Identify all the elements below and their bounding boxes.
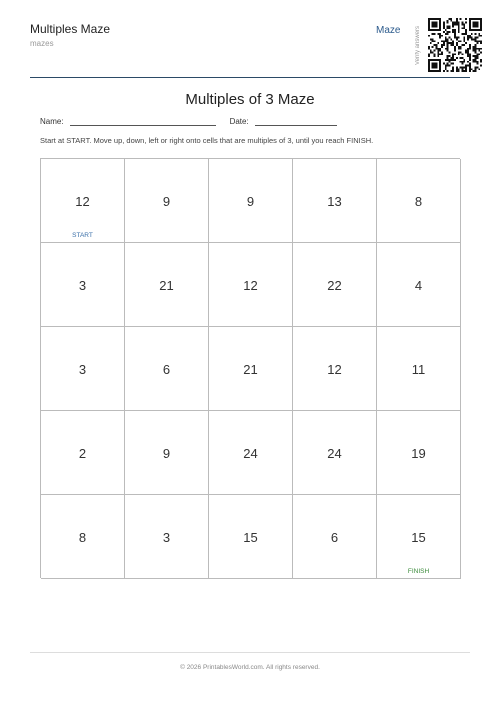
maze-cell[interactable] xyxy=(209,411,293,495)
maze-cell[interactable] xyxy=(125,243,209,327)
maze-cell-number: 8 xyxy=(414,194,423,209)
verify-answers-label: Verify answers xyxy=(415,25,421,65)
maze-grid xyxy=(40,158,460,578)
maze-cell-number: 9 xyxy=(162,446,171,461)
maze-cell-number: 21 xyxy=(159,278,174,293)
maze-cell[interactable] xyxy=(293,243,377,327)
name-date-row xyxy=(40,116,337,126)
maze-cell-number: 6 xyxy=(330,530,339,545)
footer-copyright: © 2026 PrintablesWorld.com. All rights reserved. xyxy=(180,664,320,671)
maze-cell-number: 3 xyxy=(78,362,87,377)
page-header xyxy=(30,0,470,78)
maze-cell-number: 22 xyxy=(327,278,342,293)
maze-cell[interactable] xyxy=(209,159,293,243)
maze-cell-number: 12 xyxy=(327,362,342,377)
maze-cell-number: 3 xyxy=(162,530,171,545)
worksheet-title: Multiples of 3 Maze xyxy=(185,91,315,108)
maze-cell-number: 13 xyxy=(327,194,342,209)
maze-cell-number: 19 xyxy=(411,446,426,461)
maze-cell[interactable] xyxy=(293,327,377,411)
maze-cell[interactable] xyxy=(41,159,125,243)
maze-cell-number: 15 xyxy=(411,530,426,545)
category-link[interactable]: Maze xyxy=(376,25,401,36)
document-subtitle: mazes xyxy=(30,39,54,48)
maze-cell-number: 11 xyxy=(411,362,426,377)
maze-cell[interactable] xyxy=(125,327,209,411)
maze-cell-number: 4 xyxy=(414,278,423,293)
qr-code-icon[interactable] xyxy=(428,18,482,72)
maze-cell-number: 12 xyxy=(243,278,258,293)
maze-cell[interactable] xyxy=(209,327,293,411)
maze-cell[interactable] xyxy=(41,243,125,327)
maze-cell[interactable] xyxy=(293,495,377,579)
maze-cell[interactable] xyxy=(41,495,125,579)
instructions: Start at START. Move up, down, left or right onto cells that are multiples of 3, until you reach FINISH. xyxy=(40,136,374,145)
maze-cell[interactable] xyxy=(377,159,461,243)
footer-divider xyxy=(30,652,470,653)
maze-cell[interactable] xyxy=(377,495,461,579)
maze-cell[interactable] xyxy=(209,495,293,579)
maze-cell[interactable] xyxy=(125,411,209,495)
name-field[interactable] xyxy=(70,116,216,126)
document-title: Multiples Maze xyxy=(30,22,111,36)
maze-cell-number: 3 xyxy=(78,278,87,293)
maze-cell-number: 15 xyxy=(243,530,258,545)
maze-cell[interactable] xyxy=(377,243,461,327)
date-field[interactable] xyxy=(255,116,337,126)
maze-cell[interactable] xyxy=(125,159,209,243)
maze-cell-number: 24 xyxy=(243,446,258,461)
maze-cell[interactable] xyxy=(293,411,377,495)
header-divider xyxy=(30,77,470,78)
maze-cell[interactable] xyxy=(41,411,125,495)
maze-cell[interactable] xyxy=(293,159,377,243)
maze-cell-number: 21 xyxy=(243,362,258,377)
maze-cell[interactable] xyxy=(377,327,461,411)
maze-cell-number: 2 xyxy=(78,446,87,461)
maze-cell-number: 9 xyxy=(246,194,255,209)
maze-cell[interactable] xyxy=(125,495,209,579)
maze-cell[interactable] xyxy=(41,327,125,411)
start-label: START xyxy=(72,232,93,239)
maze-cell-number: 9 xyxy=(162,194,171,209)
name-label: Name: xyxy=(40,117,64,126)
maze-cell-number: 8 xyxy=(78,530,87,545)
finish-label: FINISH xyxy=(407,568,430,575)
maze-cell-number: 24 xyxy=(327,446,342,461)
maze-cell-number: 6 xyxy=(162,362,171,377)
maze-cell[interactable] xyxy=(209,243,293,327)
maze-cell-number: 12 xyxy=(75,194,90,209)
date-label: Date: xyxy=(229,117,249,126)
maze-cell[interactable] xyxy=(377,411,461,495)
